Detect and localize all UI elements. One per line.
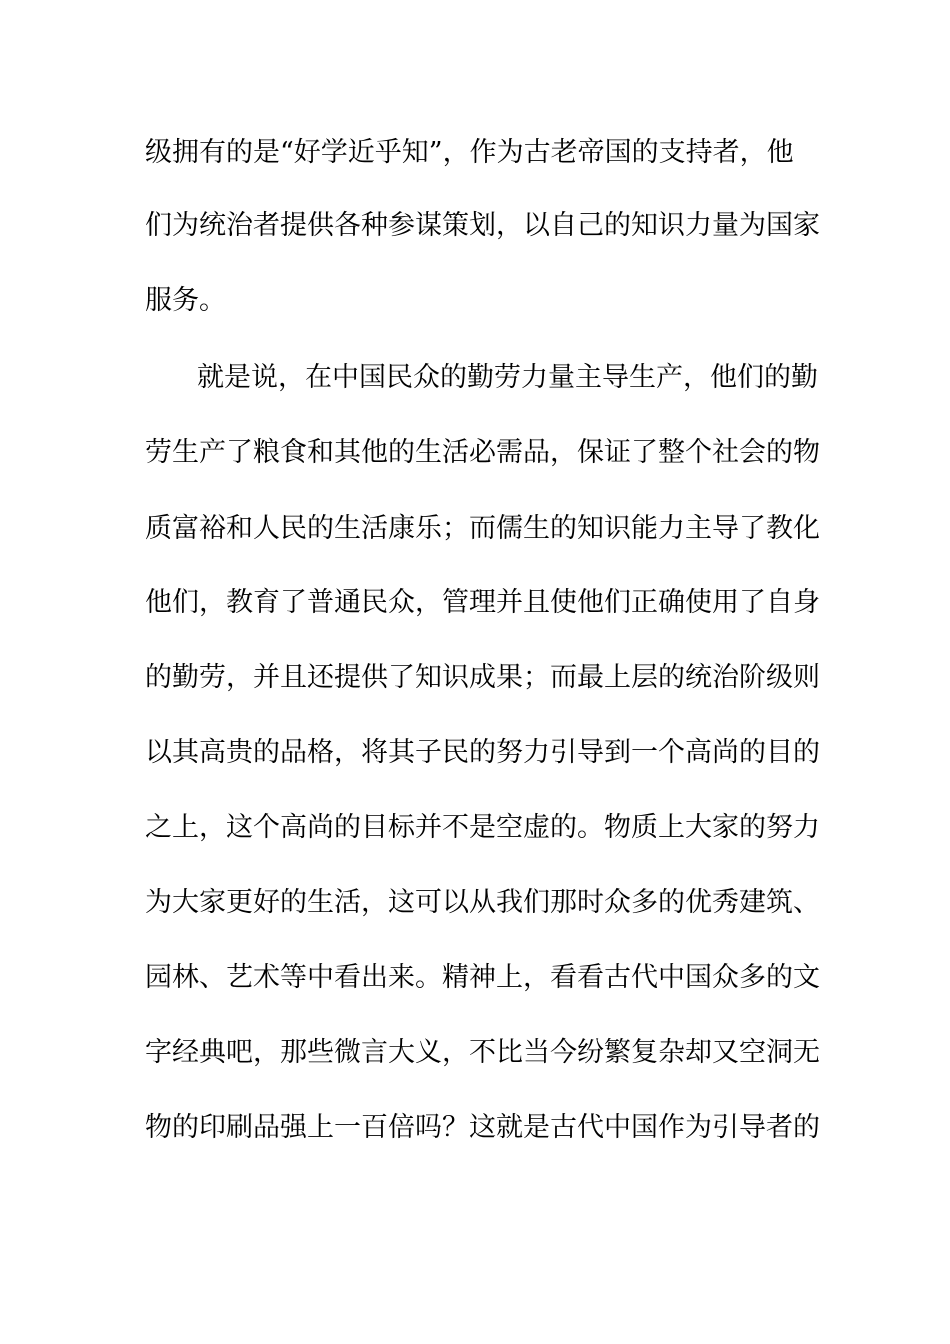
text-line: 之上，这个高尚的目标并不是空虚的。物质上大家的努力	[145, 812, 820, 843]
paragraph-first-line: 就是说，在中国民众的勤劳力量主导生产，他们的勤	[197, 362, 818, 393]
text-line: 服务。	[145, 285, 226, 316]
text-line: 的勤劳，并且还提供了知识成果；而最上层的统治阶级则	[145, 662, 820, 693]
text-line: 物的印刷品强上一百倍吗？这就是古代中国作为引导者的	[145, 1112, 820, 1143]
text-line: 质富裕和人民的生活康乐；而儒生的知识能力主导了教化	[145, 513, 820, 544]
text-line: 为大家更好的生活，这可以从我们那时众多的优秀建筑、	[145, 887, 820, 918]
text-line: 级拥有的是“好学近乎知”，作为古老帝国的支持者，他	[145, 137, 794, 168]
text-line: 们为统治者提供各种参谋策划，以自己的知识力量为国家	[145, 210, 820, 241]
text-line: 以其高贵的品格，将其子民的努力引导到一个高尚的目的	[145, 737, 820, 768]
text-line: 字经典吧，那些微言大义，不比当今纷繁复杂却又空洞无	[145, 1037, 820, 1068]
text-line: 劳生产了粮食和其他的生活必需品，保证了整个社会的物	[145, 437, 820, 468]
text-line: 他们，教育了普通民众，管理并且使他们正确使用了自身	[145, 587, 820, 618]
text-line: 园林、艺术等中看出来。精神上，看看古代中国众多的文	[145, 962, 820, 993]
